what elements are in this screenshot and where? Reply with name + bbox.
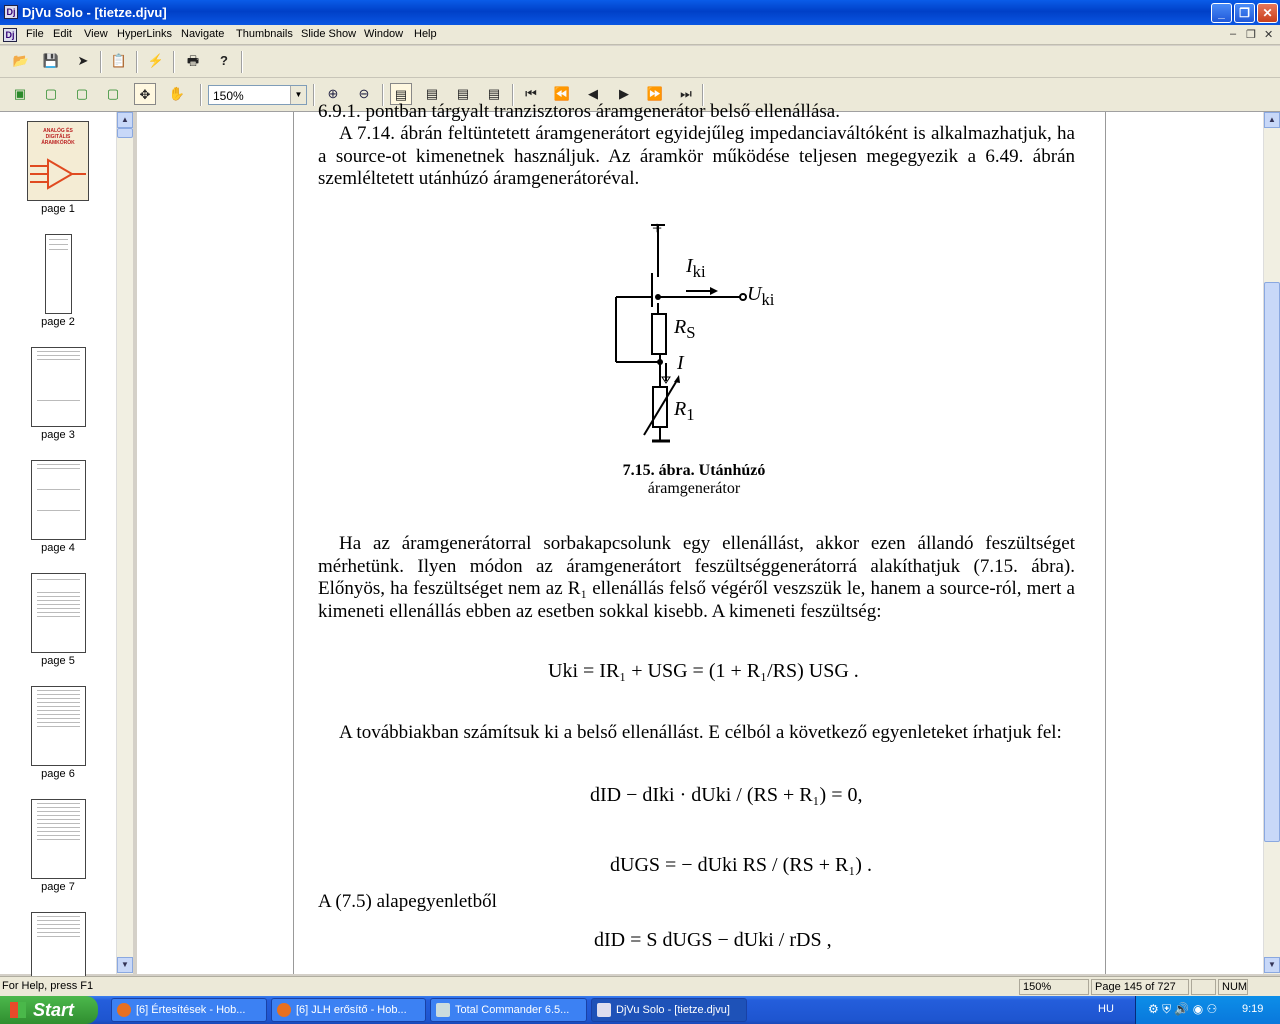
current-label: I bbox=[677, 352, 684, 374]
scrollbar-thumb[interactable] bbox=[117, 128, 133, 138]
zoom-out-icon[interactable]: ⊖ bbox=[358, 86, 370, 101]
document-icon[interactable]: Dj bbox=[3, 28, 17, 42]
mdi-close-button[interactable]: ✕ bbox=[1264, 29, 1274, 41]
text-line-cut: 6.9.1. pontban tárgyalt tranzisztoros áramgenerátor belső ellenállása. bbox=[318, 101, 840, 122]
thumbnail-page-1[interactable]: ANALÓG ÉS DIGITÁLIS ÁRAMKÖRÖK bbox=[27, 121, 89, 201]
thumbnail-label: page 2 bbox=[41, 316, 75, 328]
thumbnail-page-2[interactable] bbox=[45, 234, 72, 314]
select-text-icon[interactable]: ▢ bbox=[75, 86, 89, 101]
scrollbar-thumb[interactable] bbox=[1264, 282, 1280, 842]
menu-hyperlinks[interactable]: HyperLinks bbox=[117, 28, 173, 40]
equation-4: dID = S dUGS − dUki / rDS , bbox=[594, 929, 832, 951]
menu-edit[interactable]: Edit bbox=[53, 28, 72, 40]
thumbnail-page-6[interactable] bbox=[31, 686, 86, 766]
fit-width-icon[interactable]: ▤ bbox=[425, 86, 439, 101]
thumbnail-label: page 1 bbox=[41, 203, 75, 215]
single-page-icon[interactable]: ▤ bbox=[390, 83, 412, 105]
properties-icon[interactable]: ⚡ bbox=[147, 53, 165, 68]
scroll-up-arrow-icon[interactable]: ▲ bbox=[1264, 112, 1280, 128]
scroll-down-arrow-icon[interactable]: ▼ bbox=[117, 957, 133, 973]
document-vertical-scrollbar[interactable] bbox=[1263, 112, 1280, 974]
cover-art-icon bbox=[28, 152, 88, 192]
open-icon[interactable]: 📂 bbox=[12, 53, 30, 68]
save-icon[interactable]: 💾 bbox=[42, 53, 60, 68]
next-page-icon[interactable]: ▶ bbox=[619, 86, 629, 101]
document-view[interactable] bbox=[137, 101, 1263, 974]
prev-page-icon[interactable]: ◀ bbox=[588, 86, 598, 101]
mdi-restore-button[interactable]: ❐ bbox=[1246, 29, 1256, 41]
status-help-text: For Help, press F1 bbox=[2, 980, 94, 992]
paragraph-3: A továbbiakban számítsuk ki a belső ellenállást. E célból a következő egyenleteket írhatjuk fel: bbox=[339, 722, 1062, 743]
djvu-app-icon: Dj bbox=[4, 5, 18, 19]
window-title: DjVu Solo - [tietze.djvu] bbox=[22, 5, 167, 20]
taskbar-item-totalcmd[interactable]: Total Commander 6.5... bbox=[430, 998, 587, 1022]
paste-icon[interactable]: 📋 bbox=[110, 53, 128, 68]
taskbar bbox=[0, 996, 1280, 1024]
title-bar[interactable] bbox=[0, 0, 1280, 25]
toolbar-separator bbox=[100, 51, 102, 73]
language-indicator[interactable]: HU bbox=[1098, 1003, 1114, 1015]
zoom-select[interactable] bbox=[208, 85, 307, 105]
equation-1: Uki = IR₁ + USG = (1 + R₁/RS) USG . bbox=[548, 660, 859, 682]
menu-slideshow[interactable]: Slide Show bbox=[301, 28, 357, 40]
minimize-button[interactable]: _ bbox=[1211, 3, 1232, 23]
toolbar-separator bbox=[200, 84, 202, 106]
toolbar-separator bbox=[136, 51, 138, 73]
status-num: NUM bbox=[1218, 979, 1248, 995]
menu-window[interactable]: Window bbox=[364, 28, 404, 40]
thumbnail-page-7[interactable] bbox=[31, 799, 86, 879]
voltage-out-label: $U_{ki}$ bbox=[747, 283, 775, 309]
current-out-label: $I_{ki}$ bbox=[686, 255, 706, 281]
djvu-icon bbox=[597, 1003, 611, 1017]
status-zoom: 150% bbox=[1019, 979, 1089, 995]
first-page-icon[interactable]: ⏮ bbox=[525, 86, 537, 101]
toolbar-separator bbox=[241, 51, 243, 73]
pan-icon[interactable]: ✥ bbox=[134, 83, 156, 105]
toolbar-main bbox=[0, 46, 1280, 78]
select-rect-icon[interactable]: ▣ bbox=[13, 86, 27, 101]
clock: 9:19 bbox=[1242, 1003, 1264, 1015]
thumbnail-label: page 6 bbox=[41, 768, 75, 780]
start-button[interactable]: Start bbox=[0, 996, 98, 1024]
toolbar-separator bbox=[313, 84, 315, 106]
export-icon[interactable]: ➤ bbox=[77, 53, 89, 68]
help-icon[interactable]: ? bbox=[220, 53, 228, 68]
menu-thumbnails[interactable]: Thumbnails bbox=[236, 28, 293, 40]
maximize-button[interactable]: ❐ bbox=[1234, 3, 1255, 23]
thumbnail-label: page 5 bbox=[41, 655, 75, 667]
mdi-minimize-button[interactable]: – bbox=[1230, 28, 1237, 40]
paragraph-1: A 7.14. ábrán feltüntetett áramgenerátort egyidejűleg impedanciaváltóként is alkalmazhatjuk, ha a source-ot kimenetnek használjuk. Az áramkör működése teljesen megegyezik a 6.49. ábrán szemléltetett utánhúzó áramgenerátoréval. bbox=[318, 123, 1075, 189]
thumbnail-page-5[interactable] bbox=[31, 573, 86, 653]
equation-2: dID − dIki · dUki / (RS + R₁) = 0, bbox=[590, 784, 863, 806]
select-region-icon[interactable]: ▢ bbox=[44, 86, 58, 101]
thumbnail-label: page 7 bbox=[41, 881, 75, 893]
equation-3: dUGS = − dUki RS / (RS + R₁) . bbox=[610, 854, 872, 876]
chevron-down-icon[interactable]: ▼ bbox=[290, 86, 306, 104]
figure-caption bbox=[594, 462, 794, 498]
taskbar-item-firefox-1[interactable]: [6] Értesítések - Hob... bbox=[111, 998, 267, 1022]
paragraph-2: Ha az áramgenerátorral sorbakapcsolunk egy ellenállást, akkor ezen állandó feszültséget mérhetünk. Ilyen módon az áramgenerátort feszültséggenerátorrá alakíthatjuk (7.15. ábra). Előnyös, ha feszültséget nem az R₁ ellenállás felső végéről veszszük le, hanem a source-ról, mert a kimeneti ellenállás ebben az esetben sokkal kisebb. A kimeneti feszültség: bbox=[318, 533, 1075, 622]
menu-navigate[interactable]: Navigate bbox=[181, 28, 225, 40]
document-page bbox=[293, 101, 1106, 974]
status-bar bbox=[0, 976, 1280, 996]
menu-bar bbox=[0, 25, 1280, 45]
prev-5-pages-icon[interactable]: ⏪ bbox=[553, 86, 571, 101]
close-button[interactable]: ✕ bbox=[1257, 3, 1278, 23]
menu-file[interactable]: File bbox=[26, 28, 44, 40]
last-page-icon[interactable]: ⏭ bbox=[680, 86, 692, 101]
print-icon[interactable]: 🖶 bbox=[186, 53, 200, 68]
status-page: Page 145 of 727 bbox=[1091, 979, 1189, 995]
zoom-in-icon[interactable]: ⊕ bbox=[327, 86, 339, 101]
menu-view[interactable]: View bbox=[84, 28, 108, 40]
thumbnail-page-4[interactable] bbox=[31, 460, 86, 540]
scroll-up-arrow-icon[interactable]: ▲ bbox=[117, 112, 133, 128]
scroll-down-arrow-icon[interactable]: ▼ bbox=[1264, 957, 1280, 973]
status-empty-panel bbox=[1191, 979, 1216, 995]
taskbar-item-djvu[interactable]: DjVu Solo - [tietze.djvu] bbox=[591, 998, 747, 1022]
select-image-icon[interactable]: ▢ bbox=[106, 86, 120, 101]
fit-page-icon[interactable]: ▤ bbox=[456, 86, 470, 101]
firefox-icon bbox=[117, 1003, 131, 1017]
zoom-value: 150% bbox=[213, 89, 244, 103]
thumbnail-label: page 4 bbox=[41, 542, 75, 554]
windows-logo-icon bbox=[10, 1002, 26, 1018]
plus-label: + bbox=[652, 218, 663, 238]
tray-icons[interactable]: ⚙ ⛨ 🔊 ◉ ⚇ bbox=[1148, 1002, 1218, 1016]
next-5-pages-icon[interactable]: ⏩ bbox=[646, 86, 664, 101]
toolbar-separator bbox=[173, 51, 175, 73]
system-tray bbox=[1135, 996, 1280, 1024]
actual-size-icon[interactable]: ▤ bbox=[487, 86, 501, 101]
paragraph-4: A (7.5) alapegyenletből bbox=[318, 891, 497, 912]
caption-line-2: áramgenerátor bbox=[647, 480, 741, 497]
thumbnail-page-3[interactable] bbox=[31, 347, 86, 427]
r1-label: $R_1$ bbox=[674, 398, 695, 424]
thumbnail-pane[interactable] bbox=[0, 112, 132, 974]
thumbnail-scrollbar[interactable] bbox=[116, 112, 133, 974]
menu-help[interactable]: Help bbox=[414, 28, 437, 40]
firefox-icon bbox=[277, 1003, 291, 1017]
total-commander-icon bbox=[436, 1003, 450, 1017]
thumbnail-label: page 3 bbox=[41, 429, 75, 441]
rs-label: $R_S$ bbox=[674, 316, 696, 342]
taskbar-item-firefox-2[interactable]: [6] JLH erősítő - Hob... bbox=[271, 998, 426, 1022]
hand-icon[interactable]: ✋ bbox=[168, 86, 186, 101]
thumbnail-page-8[interactable] bbox=[31, 912, 86, 982]
caption-line-1: 7.15. ábra. Utánhúzó bbox=[622, 462, 766, 479]
